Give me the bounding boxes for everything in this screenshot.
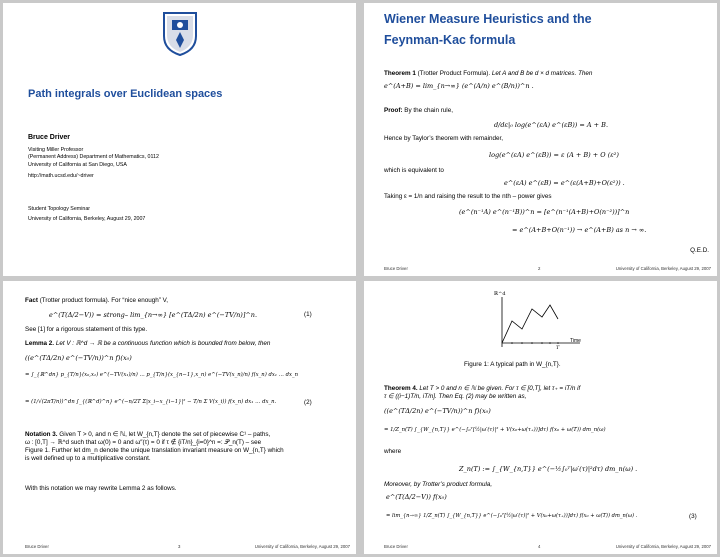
axis-label-t: T <box>556 345 560 351</box>
slide-1 <box>3 3 356 276</box>
theorem-label: Theorem 4. <box>384 385 418 392</box>
affiliation-line: University of California at San Diego, USA <box>28 161 127 168</box>
equation: = 1/Z_n(T) ∫_{W_{n,T}} e^(−∫₀ᵀ[½|ω′(τ)|² + V(x₀+ω(τ₊))]dτ) f(x₀ + ω(T)) dm_n(ω) <box>384 427 606 433</box>
equation: e^(εA) e^(εB) = e^(ε(A+B)+O(ε²)) . <box>504 179 625 187</box>
equation: e^(T(Δ/2−V)) f(x₀) <box>386 493 447 501</box>
equation: = (1/√(2πT/n))^dn ∫_{(ℝ^d)^n} e^(−n/2T Σ|x_i−x_{i−1}|² − T/n Σ V(x_i)) f(x_n) dx₁ … dx_n. <box>25 399 277 405</box>
axis-label-rd: ℝ^d <box>494 291 506 297</box>
theorem-statement <box>384 70 592 78</box>
seminar-line: University of California, Berkeley, August 29, 2007 <box>28 216 146 222</box>
lemma-statement <box>25 340 270 348</box>
title-line: Feynman-Kac formula <box>384 33 516 47</box>
lemma-text: Let V : ℝ^d → ℝ be a continuous function which is bounded from below, then <box>55 340 271 347</box>
fact-statement <box>25 297 168 305</box>
paragraph: Moreover, by Trotter’s product formula, <box>384 481 493 488</box>
slide-2 <box>364 3 717 276</box>
slide-1-title: Path integrals over Euclidean spaces <box>28 88 223 100</box>
notation-text: Given T > 0, and n ∈ ℕ, let W_{n,T} denote the set of piecewise C¹ – paths, <box>59 431 271 438</box>
notation-line: is well defined up to a multiplicative constant. <box>25 455 151 462</box>
notation-line: Figure 1. Further let dm_n denote the unique translation invariant measure on W_{n,T} which <box>25 447 284 454</box>
paragraph: See [1] for a rigorous statement of this type. <box>25 326 148 333</box>
paragraph: Hence by Taylor’s theorem with remainder, <box>384 135 503 142</box>
slide-4 <box>364 281 717 554</box>
page-number: 3 <box>178 544 181 549</box>
affiliation-line: Visiting Miller Professor <box>28 147 84 153</box>
equation: (e^(n⁻¹A) e^(n⁻¹B))^n = [e^(n⁻¹(A+B)+O(n⁻²))]^n <box>459 208 630 216</box>
trotter-formula: e^(A+B) = lim_{n→∞} (e^(A/n) e^(B/n))^n . <box>384 82 534 90</box>
theorem-name: (Trotter Product Formula). <box>417 70 491 77</box>
homepage-link[interactable]: http://math.ucsd.edu/~driver <box>28 172 94 179</box>
paragraph: which is equivalent to <box>384 167 444 174</box>
lemma-label: Lemma 2. <box>25 340 55 347</box>
theorem-text: Let T > 0 and n ∈ ℕ be given. For τ ∈ [0,T], let τ₊ = iT/n if <box>419 385 581 392</box>
affiliation <box>28 147 159 180</box>
axis-label-time: Time <box>570 338 581 344</box>
page-number: 2 <box>538 266 541 271</box>
notation-label: Notation 3. <box>25 431 58 438</box>
sample-path <box>502 305 558 343</box>
page-number: 4 <box>538 544 541 549</box>
paragraph: Taking ε = 1/n and raising the result to the nth – power gives <box>384 193 552 200</box>
slide-3 <box>3 281 356 554</box>
equation: e^(T(Δ/2−V)) = strong– lim_{n→∞} [e^(TΔ/2n) e^(−TV/n)]^n. <box>49 311 258 319</box>
notation-line: ω : [0,T] → ℝ^d such that ω(0) = 0 and ω″(τ) = 0 if τ ∉ {iT/n}_{i=0}^n =: 𝒫_n(T) – see <box>25 439 262 446</box>
affiliation-line: (Permanent Address) Department of Mathematics, 0112 <box>28 154 159 161</box>
equation: Z_n(T) := ∫_{W_{n,T}} e^(−½∫₀ᵀ|ω′(τ)|²dτ) dm_n(ω) . <box>459 465 638 473</box>
proof-label: Proof: <box>384 107 403 114</box>
theorem-label: Theorem 1 <box>384 70 416 77</box>
theorem-text: τ ∈ ((i−1)T/n, iT/n]. Then Eq. (2) may be written as, <box>384 393 527 400</box>
paragraph: With this notation we may rewrite Lemma 2 as follows. <box>25 485 177 492</box>
footer-venue: University of California, Berkeley, August 29, 2007 <box>615 266 711 271</box>
figure-caption: Figure 1: A typical path in W_{n,T}. <box>464 361 561 368</box>
equation: = lim_{n→∞} 1/Z_n(T) ∫_{W_{n,T}} e^(−∫₀ᵀ[½|ω′(τ)|² + V(x₀+ω(τ₊))]dτ) f(x₀ + ω(T)) dm_n(ω) . <box>386 513 638 519</box>
equation-number: (1) <box>304 311 312 318</box>
notation-line <box>25 431 284 439</box>
equation: ((e^(TΔ/2n) e^(−TV/n))^n f)(x₀) <box>384 407 491 415</box>
footer-author: Bruce Driver <box>25 544 49 549</box>
theorem-text: Let A and B be d × d matrices. Then <box>491 70 593 77</box>
fact-text: (Trotter product formula). For “nice enough” V, <box>39 297 169 304</box>
author-name: Bruce Driver <box>28 134 71 141</box>
slide-2-title <box>384 9 592 51</box>
notation-block <box>25 431 284 463</box>
theorem-statement <box>384 385 580 401</box>
qed: Q.E.D. <box>690 247 709 254</box>
seminar-line: Student Topology Seminar <box>28 206 91 212</box>
equation: = e^(A+B+O(n⁻¹)) → e^(A+B) as n → ∞. <box>512 226 647 234</box>
footer-venue: University of California, Berkeley, August 29, 2007 <box>254 544 350 549</box>
equation: = ∫_{ℝ^dn} p_{T/n}(x₀,x₁) e^(−TV(x₁)/n) … p_{T/n}(x_{n−1},x_n) e^(−TV(x_n)/n) f(x_n) dx₁ … dx_n <box>25 372 299 378</box>
equation: ((e^(TΔ/2n) e^(−TV/n))^n f)(x₀) <box>25 354 132 362</box>
fact-label: Fact <box>25 297 38 304</box>
proof-text: By the chain rule, <box>404 107 453 114</box>
paragraph: where <box>384 448 402 455</box>
proof-intro <box>384 107 453 115</box>
equation-number: (3) <box>689 513 697 520</box>
equation-number: (2) <box>304 399 312 406</box>
title-line: Wiener Measure Heuristics and the <box>384 12 592 26</box>
equation: log(e^(εA) e^(εB)) = ε (A + B) + O (ε²) <box>489 151 619 159</box>
seminar-info <box>28 204 145 224</box>
footer-venue: University of California, Berkeley, August 29, 2007 <box>615 544 711 549</box>
footer-author: Bruce Driver <box>384 266 408 271</box>
footer-author: Bruce Driver <box>384 544 408 549</box>
equation: d/dε|₀ log(e^(εA) e^(εB)) = A + B. <box>494 121 609 129</box>
university-seal-logo <box>161 10 199 56</box>
